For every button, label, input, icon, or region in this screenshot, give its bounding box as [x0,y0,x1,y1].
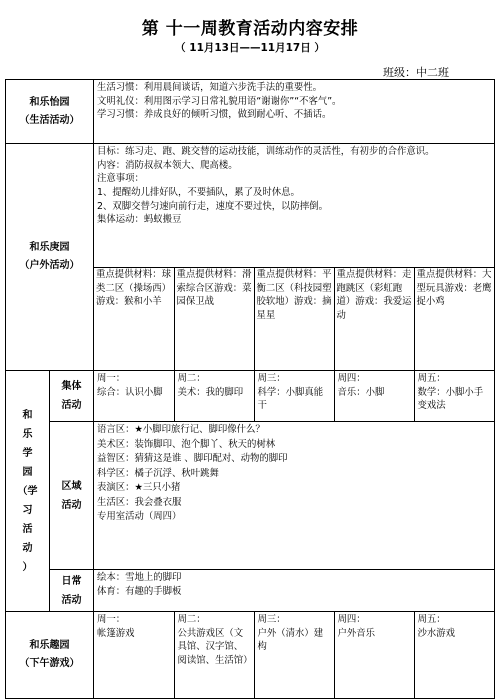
afternoon-day-wed [254,612,334,698]
daily-line-2: 体育：有趣的手脚板 [97,585,182,597]
page-title: 第 十一周教育活动内容安排 [141,19,359,39]
group-day-fri-text: 数学：小脚小手变戏法 [417,386,484,412]
outdoor-group: 集体运动：蚂蚁搬豆 [97,214,182,226]
area-line-3: 益智区：猜猜这是谁 、脚印配对、动物的脚印 [97,453,288,465]
section-outdoor-sub: （户外活动） [19,260,80,271]
area-label-1: 区域 [61,480,82,492]
group-days-cell [94,371,495,422]
area-line-1: 语言区：★小脚印旅行记、脚印像什么？ [97,424,265,435]
outdoor-note-1: 1、提醒幼儿排好队，不要插队，累了及时休息。 [97,186,300,198]
row-group-activity [6,371,495,422]
section-life-name: 和乐怡园 [29,96,70,108]
group-label-2: 活动 [61,400,82,411]
study-char-9: ） [22,561,33,573]
study-char-6: 习 [22,504,33,516]
afternoon-day-mon-text: 帐篷游戏 [97,627,135,639]
outdoor-area-1: 重点提供材料：球类二区（操场西）游戏：猴和小羊 [94,268,174,370]
group-days-table [94,371,494,421]
date-range: （ 11月13日——11月17日 ） [175,42,325,54]
daily-activity-label [50,570,94,612]
life-line-2: 文明礼仪：利用图示学习日常礼貌用语“谢谢你”“不客气”。 [97,95,342,107]
area-line-4: 科学区：橘子沉浮、秋叶跳舞 [97,467,219,479]
outdoor-area-2: 重点提供材料：滑索综合区游戏：菜园保卫战 [174,268,254,370]
afternoon-day-thu-text: 户外音乐 [337,627,376,639]
area-label-2: 活动 [61,499,82,511]
class-label: 班级： [383,66,416,79]
afternoon-day-wed-label: 周三： [257,614,286,625]
outdoor-goal: 目标：练习走、跑、跳交替的运动技能，训练动作的灵活性，有初步的合作意识。 [97,146,435,157]
row-daily-activity [6,570,495,612]
area-line-7: 专用室活动（周四） [97,511,182,523]
afternoon-day-fri-text: 沙水游戏 [417,627,456,639]
outdoor-areas-cell [94,268,495,371]
group-day-tue-label: 周二： [177,373,206,384]
study-char-7: 活 [22,523,33,535]
section-outdoor-name: 和乐庚园 [29,242,70,253]
afternoon-day-thu-label: 周四： [337,614,366,625]
row-area-activity [6,422,495,570]
group-day-thu-text: 音乐：小脚 [337,386,385,398]
afternoon-day-fri [414,612,494,698]
afternoon-day-tue-label: 周二： [177,614,206,625]
daily-label-1: 日常 [61,575,82,587]
study-char-2: 乐 [22,428,33,440]
area-line-5: 表演区：★三只小猪 [97,482,181,494]
afternoon-day-thu [334,612,414,698]
study-char-3: 学 [22,447,33,459]
study-char-5: （学 [17,485,38,497]
group-label-1: 集体 [61,381,82,392]
daily-label-2: 活动 [61,594,82,606]
outdoor-area-3: 重点提供材料：平衡二区（科技园塑胶软地）游戏：摘星星 [254,268,334,370]
row-outdoor-activity [6,144,495,268]
afternoon-day-tue-text: 公共游戏区（文具馆、汉字馆、阅读馆、生活馆） [177,627,253,666]
class-value: 中二班 [416,66,449,79]
group-day-wed [254,371,334,421]
section-afternoon-name: 和乐趣园 [29,640,70,651]
group-day-mon-label: 周一： [97,373,126,384]
area-activity-content [94,422,495,570]
group-day-tue-text: 美术：我的脚印 [177,386,244,398]
group-day-wed-label: 周三： [257,373,286,384]
study-char-1: 和 [22,409,33,421]
group-day-tue [174,371,254,421]
life-line-3: 学习习惯：养成良好的倾听习惯，做到耐心听、不插话。 [97,109,332,121]
afternoon-days-cell [94,612,495,699]
outdoor-content: 内容：消防叔叔本领大、爬高楼。 [97,159,238,171]
area-line-6: 生活区：我会叠衣服 [97,496,182,508]
afternoon-day-tue [174,612,254,698]
group-activity-label [50,371,94,422]
group-day-wed-text: 科学：小脚真能干 [257,386,324,412]
area-line-2: 美术区：装饰脚印、泡个脚丫、秋天的树林 [97,438,276,450]
class-line [383,64,449,80]
afternoon-day-mon-label: 周一： [97,614,126,625]
section-study-label [6,371,50,612]
group-day-mon [94,371,174,421]
section-outdoor-label [6,144,94,371]
study-char-4: 园 [22,466,33,478]
outdoor-area-4: 重点提供材料：走跑跳区（彩虹跑道）游戏：我爱运动 [334,268,414,370]
afternoon-day-mon [94,612,174,698]
afternoon-day-wed-text: 户外（清水）建构 [257,627,324,653]
group-day-thu [334,371,414,421]
outdoor-areas-table [94,268,494,370]
section-afternoon-label [6,612,94,699]
area-activity-label [50,422,94,570]
section-afternoon-sub: （下午游戏） [19,658,80,669]
study-char-8: 动 [22,542,33,554]
daily-activity-content [94,570,495,612]
section-life-content [94,80,495,144]
group-day-mon-text: 综合：认识小脚 [97,386,163,398]
group-day-fri-label: 周五： [417,373,446,384]
outdoor-note-2: 2、双脚交替匀速向前行走，速度不要过快，以防摔倒。 [97,200,328,212]
afternoon-days-table [94,612,494,698]
afternoon-day-fri-label: 周五： [417,614,446,625]
daily-line-1: 绘本：雪地上的脚印 [97,572,182,583]
life-line-1: 生活习惯：利用晨间谈话，知道六步洗手法的重要性。 [97,82,323,93]
row-life-activity [6,80,495,144]
section-outdoor-content [94,144,495,268]
group-day-fri [414,371,494,421]
section-life-label [6,80,94,144]
section-life-sub: （生活活动） [19,114,80,126]
schedule-table [5,79,495,699]
outdoor-area-5: 重点提供材料：大型玩具游戏：老鹰捉小鸡 [416,269,492,308]
group-day-thu-label: 周四： [337,373,366,384]
outdoor-notes-title: 注意事项： [97,173,144,185]
row-afternoon-games [6,612,495,699]
